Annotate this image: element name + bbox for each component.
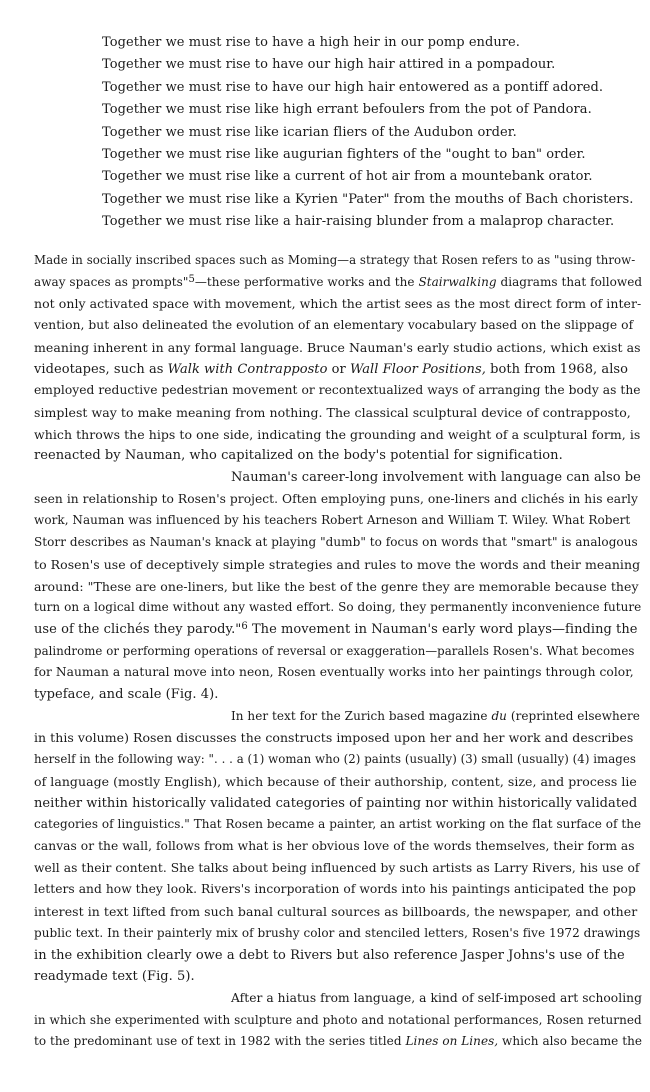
poem-line: Together we must rise to have our high hair attired in a pompadour. — [102, 57, 556, 73]
poem-line: Together we must rise like icarian fliers of the Audubon order. — [102, 124, 517, 140]
text-line: employed reductive pedestrian movement or recontextualized ways of arranging the body as the — [34, 383, 641, 398]
text-line: for Nauman a natural move into neon, Rosen eventually works into her paintings through color, — [34, 665, 634, 680]
text-line: letters and how they look. Rivers's incorporation of words into his paintings anticipated the pop — [34, 882, 636, 897]
text-line: reenacted by Nauman, who capitalized on the body's potential for signification. — [34, 448, 563, 464]
text-line: typeface, and scale (Fig. 4). — [34, 687, 219, 703]
text-line: away spaces as prompts"$^5$—these performative works and the Stairwalking diagrams that followed — [34, 273, 643, 289]
text-line: herself in the following way: ". . . a (1) woman who (2) paints (usually) (3) small (usually) (4) images — [34, 752, 636, 767]
poem-block — [102, 32, 642, 234]
text-line: in this volume) Rosen discusses the constructs imposed upon her and her work and describes — [34, 730, 634, 746]
text-line: Storr describes as Nauman's knack at playing "dumb" to focus on words that "smart" is analogous — [34, 535, 638, 550]
text-line: Nauman's career-long involvement with language can also be — [231, 470, 641, 486]
text-line: interest in text lifted from such banal cultural sources as billboards, the newspaper, and other — [34, 904, 638, 920]
text-line: In her text for the Zurich based magazine du (reprinted elsewhere — [231, 708, 640, 723]
text-line: turn on a logical dime without any wasted effort. So doing, they permanently inconvenience future — [34, 600, 642, 615]
text-line: well as their content. She talks about being influenced by such artists as Larry Rivers, his use of — [34, 860, 640, 875]
text-line: use of the clichés they parody."$^6$ The movement in Nauman's early word plays—finding the — [34, 620, 638, 637]
paragraph-2 — [34, 467, 642, 706]
text-line: to the predominant use of text in 1982 with the series titled Lines on Lines, which also became the — [34, 1034, 642, 1049]
text-line: palindrome or performing operations of reversal or exaggeration—parallels Rosen's. What becomes — [34, 643, 635, 658]
poem-line: Together we must rise like a current of hot air from a mountebank orator. — [102, 169, 593, 185]
paragraph-1 — [34, 250, 643, 467]
body-text — [34, 250, 643, 1053]
text-line: meaning inherent in any formal language. Bruce Nauman's early studio actions, which exist as — [34, 339, 641, 355]
paragraph-3 — [34, 706, 642, 988]
text-line: Made in socially inscribed spaces such as Moming—a strategy that Rosen refers to as "using throw- — [34, 253, 636, 267]
poem-line: Together we must rise like a Kyrien "Pater" from the mouths of Bach choristers. — [102, 191, 634, 207]
text-line: videotapes, such as Walk with Contrapposto or Wall Floor Positions, both from 1968, also — [34, 361, 629, 377]
text-line: of language (mostly English), which because of their authorship, content, size, and process lie — [34, 773, 637, 789]
text-line: readymade text (Fig. 5). — [34, 969, 195, 985]
poem-line: Together we must rise like high errant befoulers from the pot of Pandora. — [102, 102, 592, 118]
text-line: neither within historically validated categories of painting nor within historically validated — [34, 795, 638, 811]
text-line: to Rosen's use of deceptively simple strategies and rules to move the words and their meaning — [34, 556, 641, 572]
text-line: not only activated space with movement, which the artist sees as the most direct form of inter- — [34, 296, 642, 312]
text-line: around: "These are one-liners, but like the best of the genre they are memorable because they — [34, 578, 639, 594]
poem-line: Together we must rise like augurian fighters of the "ought to ban" order. — [102, 147, 586, 163]
text-line: public text. In their painterly mix of brushy color and stenciled letters, Rosen's five 1972 drawings — [34, 925, 641, 940]
text-line: seen in relationship to Rosen's project. Often employing puns, one-liners and clichés in his early — [34, 491, 638, 506]
paragraph-4 — [34, 988, 642, 1053]
text-line: simplest way to make meaning from nothing. The classical sculptural device of contrapposto, — [34, 404, 631, 420]
text-line: After a hiatus from language, a kind of self-imposed art schooling — [231, 990, 642, 1005]
text-line: which throws the hips to one side, indicating the grounding and weight of a sculptural form, is — [34, 426, 641, 442]
poem-line: Together we must rise to have a high heir in our pomp endure. — [102, 35, 520, 50]
text-line: canvas or the wall, follows from what is her obvious love of the words themselves, their form as — [34, 838, 635, 853]
text-line: in which she experimented with sculpture and photo and notational performances, Rosen returned — [34, 1012, 642, 1027]
text-line: in the exhibition clearly owe a debt to Rivers but also reference Jasper Johns's use of the — [34, 947, 625, 963]
text-line: work, Nauman was influenced by his teachers Robert Arneson and William T. Wiley. What Robert — [34, 513, 631, 528]
footnote-marker: 6 — [241, 620, 248, 632]
text-line: categories of linguistics." That Rosen became a painter, an artist working on the flat surface of the — [34, 817, 642, 832]
text-line: vention, but also delineated the evolution of an elementary vocabulary based on the slippage of — [34, 318, 634, 333]
poem-line: Together we must rise to have our high hair entowered as a pontiff adored. — [102, 79, 604, 95]
footnote-marker: 5 — [188, 273, 195, 285]
poem-line: Together we must rise like a hair-raising blunder from a malaprop character. — [102, 214, 615, 230]
